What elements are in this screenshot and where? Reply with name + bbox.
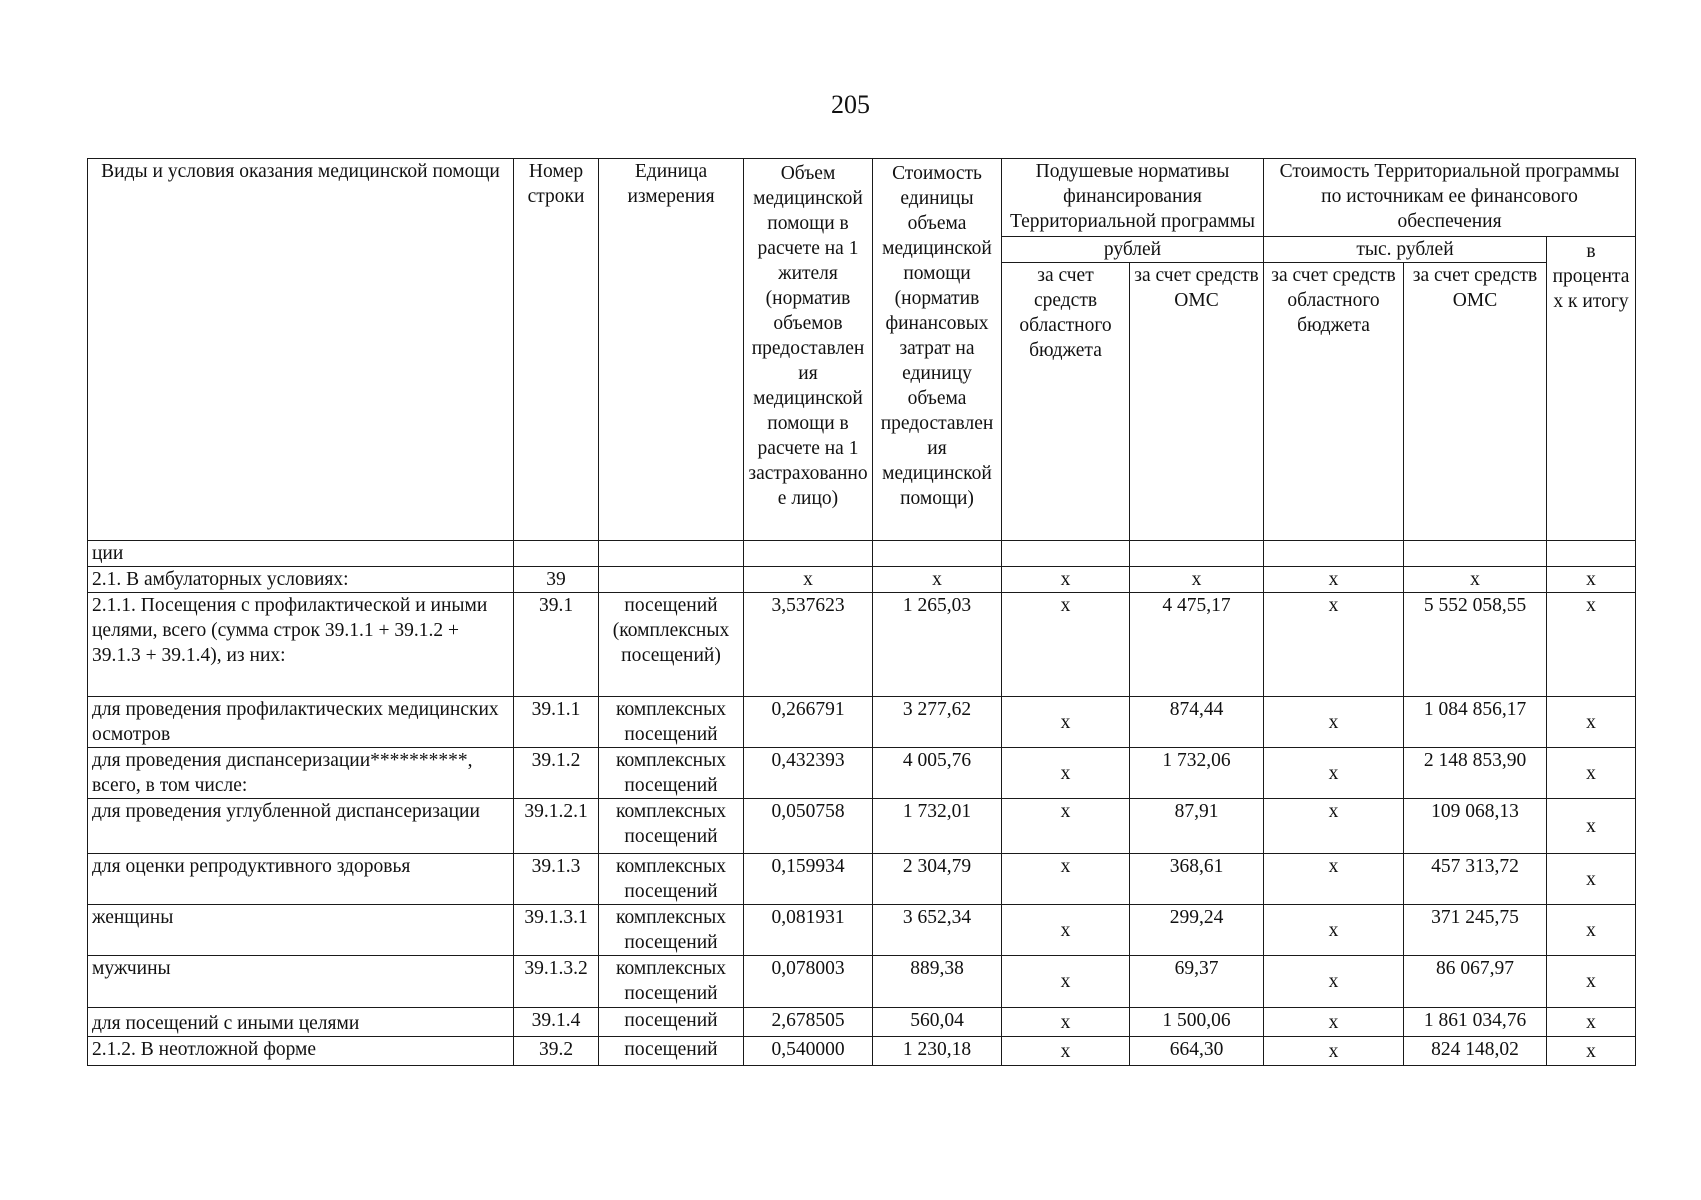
page-number: 205: [831, 90, 870, 119]
row-total-regional: x: [1264, 1037, 1404, 1066]
row-percent: x: [1547, 1037, 1636, 1066]
header-total-regional: за счет средств областного бюджета: [1264, 263, 1404, 541]
row-total-regional: x: [1264, 799, 1404, 854]
row-total-oms: 371 245,75: [1404, 905, 1547, 956]
row-total-regional: x: [1264, 854, 1404, 905]
row-cost: 889,38: [873, 956, 1002, 1008]
row-total-regional: x: [1264, 1008, 1404, 1037]
row-volume: 0,266791: [744, 697, 873, 748]
row-norm-oms: x: [1130, 567, 1264, 593]
row-norm-oms: 69,37: [1130, 956, 1264, 1008]
row-total-oms: 86 067,97: [1404, 956, 1547, 1008]
header-total-oms: за счет средств ОМС: [1404, 263, 1547, 541]
row-number: 39.1: [514, 593, 599, 697]
row-percent: x: [1547, 567, 1636, 593]
row-number: 39.2: [514, 1037, 599, 1066]
row-number: 39.1.4: [514, 1008, 599, 1037]
row-name: для проведения углубленной диспансеризации: [88, 799, 514, 854]
row-name: 2.1.2. В неотложной форме: [88, 1037, 514, 1066]
row-number: 39.1.2: [514, 748, 599, 799]
row-norm-regional: x: [1002, 905, 1130, 956]
row-total-oms: 457 313,72: [1404, 854, 1547, 905]
row-norm-regional: x: [1002, 1037, 1130, 1066]
header-norm-oms: за счет средств ОМС: [1130, 263, 1264, 541]
header-volume: Объем медицинской помощи в расчете на 1 жителя (норматив объемов предоставления медицинской помощи в расчете на 1 застрахованное лицо): [744, 159, 873, 541]
row-unit: посещений: [599, 1037, 744, 1066]
row-unit: комплексных посещений: [599, 854, 744, 905]
header-cost-unit: тыс. рублей: [1264, 237, 1547, 263]
row-volume: 0,159934: [744, 854, 873, 905]
row-name: для проведения профилактических медицинских осмотров: [88, 697, 514, 748]
header-percent: в процентах к итогу: [1547, 237, 1636, 541]
row-number: 39.1.1: [514, 697, 599, 748]
row-unit: комплексных посещений: [599, 697, 744, 748]
table-row: [88, 854, 1636, 905]
row-cost: 1 732,01: [873, 799, 1002, 854]
header-norm-regional: за счет средств областного бюджета: [1002, 263, 1130, 541]
row-cost: 1 230,18: [873, 1037, 1002, 1066]
row-total-regional: x: [1264, 905, 1404, 956]
row-cost: 2 304,79: [873, 854, 1002, 905]
row-name: ции: [88, 541, 514, 567]
row-norm-oms: 299,24: [1130, 905, 1264, 956]
financing-table: [87, 158, 1636, 1066]
row-number: 39.1.2.1: [514, 799, 599, 854]
row-volume: 0,540000: [744, 1037, 873, 1066]
row-norm-regional: x: [1002, 956, 1130, 1008]
row-number: 39.1.3: [514, 854, 599, 905]
row-norm-oms: 368,61: [1130, 854, 1264, 905]
row-percent: x: [1547, 799, 1636, 854]
table-row: [88, 799, 1636, 854]
row-norm-regional: x: [1002, 748, 1130, 799]
row-volume: 0,081931: [744, 905, 873, 956]
row-unit: комплексных посещений: [599, 748, 744, 799]
row-percent: x: [1547, 854, 1636, 905]
row-percent: x: [1547, 956, 1636, 1008]
row-total-oms: 1 861 034,76: [1404, 1008, 1547, 1037]
row-percent: x: [1547, 697, 1636, 748]
row-norm-oms: 87,91: [1130, 799, 1264, 854]
header-kind: Виды и условия оказания медицинской помощи: [88, 159, 514, 541]
row-norm-oms: 874,44: [1130, 697, 1264, 748]
table-row: [88, 697, 1636, 748]
row-volume: 0,078003: [744, 956, 873, 1008]
row-name: для проведения диспансеризации**********, всего, в том числе:: [88, 748, 514, 799]
row-volume: 0,432393: [744, 748, 873, 799]
row-unit: посещений: [599, 1008, 744, 1037]
row-norm-regional: x: [1002, 697, 1130, 748]
row-percent: x: [1547, 1008, 1636, 1037]
row-norm-regional: x: [1002, 799, 1130, 854]
row-total-oms: 1 084 856,17: [1404, 697, 1547, 748]
row-total-oms: 5 552 058,55: [1404, 593, 1547, 697]
row-norm-oms: 664,30: [1130, 1037, 1264, 1066]
row-unit: комплексных посещений: [599, 956, 744, 1008]
table-row: [88, 593, 1636, 697]
header-program-cost: Стоимость Территориальной программы по источникам ее финансового обеспечения: [1264, 159, 1636, 237]
header-row-number: Номер строки: [514, 159, 599, 541]
row-number: 39: [514, 567, 599, 593]
row-total-oms: x: [1404, 567, 1547, 593]
row-total-oms: 824 148,02: [1404, 1037, 1547, 1066]
row-total-regional: x: [1264, 593, 1404, 697]
row-name: 2.1. В амбулаторных условиях:: [88, 567, 514, 593]
table-row: [88, 748, 1636, 799]
row-norm-oms: 1 732,06: [1130, 748, 1264, 799]
row-percent: x: [1547, 748, 1636, 799]
row-total-regional: x: [1264, 697, 1404, 748]
table-row: [88, 905, 1636, 956]
header-norms-unit: рублей: [1002, 237, 1264, 263]
table-row: [88, 956, 1636, 1008]
row-name: для посещений с иными целями: [88, 1008, 514, 1037]
row-number: 39.1.3.2: [514, 956, 599, 1008]
table-row: [88, 1008, 1636, 1037]
row-percent: x: [1547, 905, 1636, 956]
row-name: 2.1.1. Посещения с профилактической и иными целями, всего (сумма строк 39.1.1 + 39.1.2 + 39.1.3 + 39.1.4), из них:: [88, 593, 514, 697]
row-volume: x: [744, 567, 873, 593]
row-cost: 3 652,34: [873, 905, 1002, 956]
row-cost: 4 005,76: [873, 748, 1002, 799]
row-norm-regional: x: [1002, 567, 1130, 593]
header-unit: Единица измерения: [599, 159, 744, 541]
row-unit: посещений (комплексных посещений): [599, 593, 744, 697]
row-total-regional: x: [1264, 748, 1404, 799]
row-norm-oms: 4 475,17: [1130, 593, 1264, 697]
row-norm-oms: 1 500,06: [1130, 1008, 1264, 1037]
row-cost: 560,04: [873, 1008, 1002, 1037]
table-row: [88, 567, 1636, 593]
row-norm-regional: x: [1002, 1008, 1130, 1037]
row-total-oms: 2 148 853,90: [1404, 748, 1547, 799]
row-name: женщины: [88, 905, 514, 956]
row-cost: 3 277,62: [873, 697, 1002, 748]
row-percent: x: [1547, 593, 1636, 697]
row-total-oms: 109 068,13: [1404, 799, 1547, 854]
row-cost: 1 265,03: [873, 593, 1002, 697]
row-number: 39.1.3.1: [514, 905, 599, 956]
row-name: мужчины: [88, 956, 514, 1008]
row-name: для оценки репродуктивного здоровья: [88, 854, 514, 905]
row-cost: x: [873, 567, 1002, 593]
header-per-capita-norms: Подушевые нормативы финансирования Территориальной программы: [1002, 159, 1264, 237]
header-cost: Стоимость единицы объема медицинской помощи (норматив финансовых затрат на единицу объема предоставления медицинской помощи): [873, 159, 1002, 541]
row-total-regional: x: [1264, 567, 1404, 593]
row-volume: 2,678505: [744, 1008, 873, 1037]
table-row-continuation: [88, 541, 1636, 567]
row-volume: 0,050758: [744, 799, 873, 854]
row-unit: комплексных посещений: [599, 905, 744, 956]
row-norm-regional: x: [1002, 854, 1130, 905]
row-unit: [599, 567, 744, 593]
row-norm-regional: x: [1002, 593, 1130, 697]
table-row: [88, 1037, 1636, 1066]
row-unit: комплексных посещений: [599, 799, 744, 854]
row-total-regional: x: [1264, 956, 1404, 1008]
row-volume: 3,537623: [744, 593, 873, 697]
